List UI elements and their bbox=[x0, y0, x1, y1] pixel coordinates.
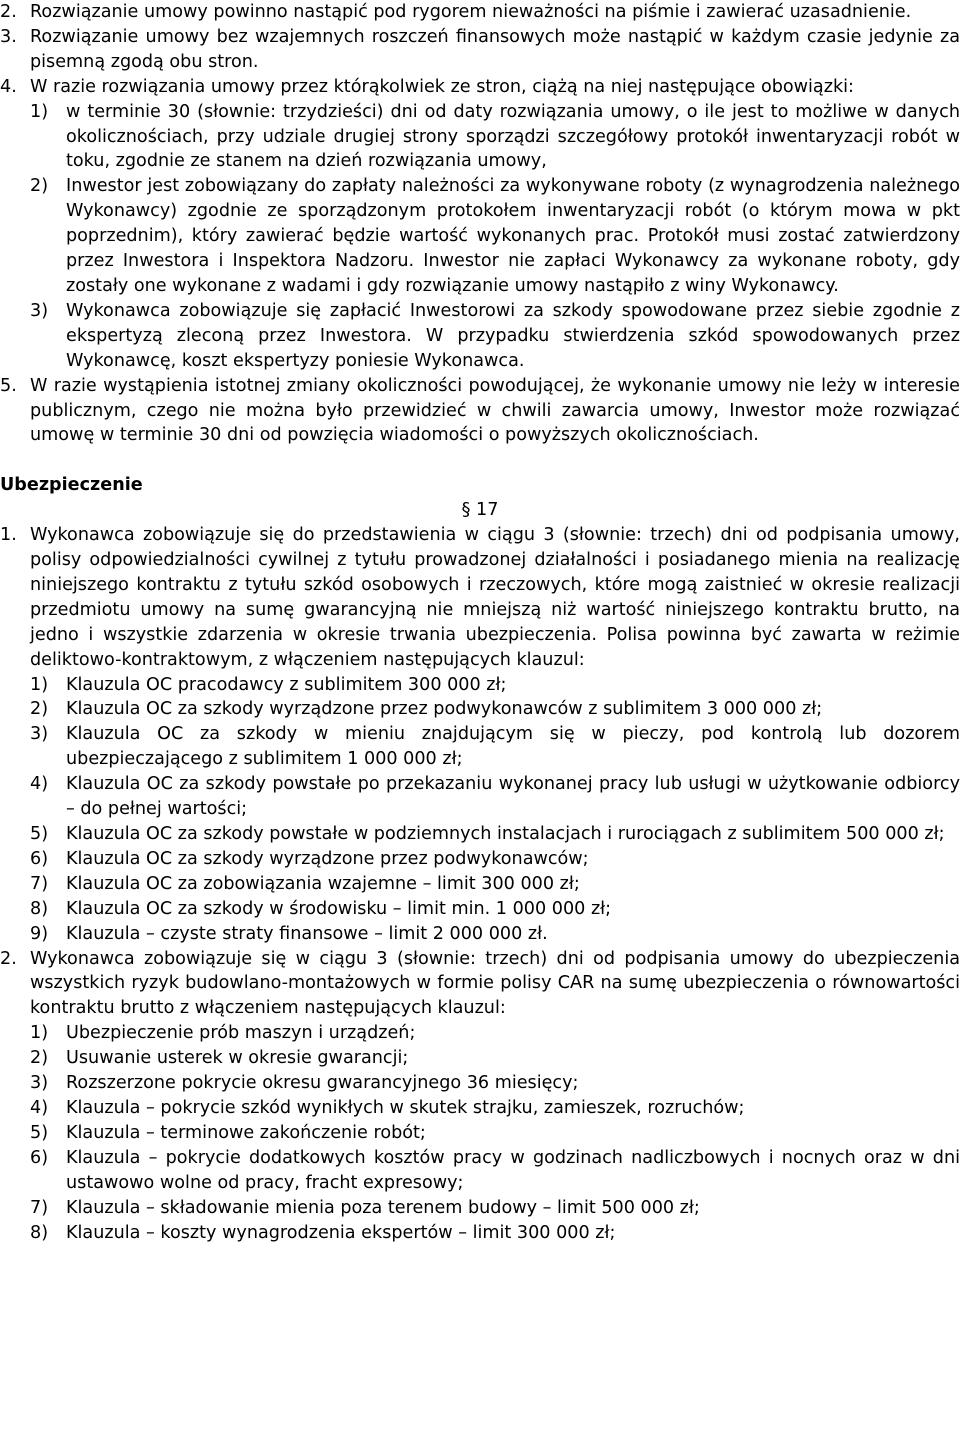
sub-item-number: 7) bbox=[30, 873, 49, 894]
sub-item-text: Klauzula – pokrycie dodatkowych kosztów pracy w godzinach nadliczbowych i nocnych oraz w dni ustawowo wolne od pracy, fracht expresowy; bbox=[66, 1147, 960, 1193]
sub-item-text: Klauzula – czyste straty finansowe – limit 2 000 000 zł. bbox=[66, 923, 548, 944]
sub-item-number: 1) bbox=[30, 1023, 49, 1044]
sub-item-number: 6) bbox=[30, 1147, 49, 1168]
list-item bbox=[0, 523, 960, 672]
sub-item-number: 5) bbox=[30, 824, 49, 844]
item-number: 2. bbox=[0, 948, 17, 969]
sub-list-item bbox=[30, 897, 960, 922]
sub-item-number: 3) bbox=[30, 300, 49, 321]
sub-item-text: Wykonawca zobowiązuje się zapłacić Inwestorowi za szkody spowodowane przez siebie zgodnie z ekspertyzą zleconą przez Inwestora. W przypadku stwierdzenia szkód spowodowanych przez Wykonawcę, koszt ekspertyzy poniesie Wykonawca. bbox=[66, 300, 960, 371]
item-number: 2. bbox=[0, 2, 17, 22]
sub-item-text: Klauzula – terminowe zakończenie robót; bbox=[66, 1122, 426, 1143]
sub-list-item bbox=[30, 872, 960, 897]
sub-list-item bbox=[30, 1196, 960, 1221]
item-text: Rozwiązanie umowy bez wzajemnych roszczeń finansowych może nastąpić w każdym czasie jedynie za pisemną zgodą obu stron. bbox=[30, 26, 960, 72]
sub-item-number: 2) bbox=[30, 699, 49, 720]
list-item bbox=[0, 947, 960, 1022]
sub-item-number: 8) bbox=[30, 1222, 49, 1243]
sub-item-text: Ubezpieczenie prób maszyn i urządzeń; bbox=[66, 1023, 416, 1044]
item-number: 4. bbox=[0, 76, 17, 97]
sub-item-number: 1) bbox=[30, 674, 49, 695]
sub-list-item bbox=[30, 1046, 960, 1071]
sub-item-text: Klauzula – pokrycie szkód wynikłych w skutek strajku, zamieszek, rozruchów; bbox=[66, 1097, 745, 1118]
sub-list-item bbox=[30, 1146, 960, 1196]
sub-item-text: Rozszerzone pokrycie okresu gwarancyjnego 36 miesięcy; bbox=[66, 1073, 579, 1094]
list-item bbox=[0, 75, 960, 100]
sub-list-item bbox=[30, 722, 960, 772]
sub-item-text: Klauzula OC za szkody w środowisku – limit min. 1 000 000 zł; bbox=[66, 898, 612, 919]
sub-item-text: Klauzula OC za zobowiązania wzajemne – limit 300 000 zł; bbox=[66, 873, 580, 894]
sub-item-text: Klauzula OC za szkody wyrządzone przez podwykonawców z sublimitem 3 000 000 zł; bbox=[66, 699, 823, 720]
sub-item-text: Klauzula OC za szkody powstałe po przekazaniu wykonanej pracy lub usługi w użytkowanie odbiorcy – do pełnej wartości; bbox=[66, 774, 960, 820]
sub-list-item bbox=[30, 174, 960, 299]
item-number: 3. bbox=[0, 26, 17, 47]
sub-list-item bbox=[30, 697, 960, 722]
item-text: Wykonawca zobowiązuje się do przedstawienia w ciągu 3 (słownie: trzech) dni od podpisania umowy, polisy odpowiedzialności cywilnej z tytułu prowadzonej działalności i posiadanego mienia na realizację niniejszego kontraktu z tytułu szkód osobowych i rzeczowych, które mogą zaistnieć w okresie realizacji przedmiotu umowy na sumę gwarancyjną nie mniejszą niż wartość niniejszego kontraktu brutto, na jedno i wszystkie zdarzenia w okresie trwania ubezpieczenia. Polisa powinna być zawarta w reżimie deliktowo-kontraktowym, z włączeniem następujących klauzul: bbox=[30, 525, 960, 670]
item-number: 5. bbox=[0, 375, 17, 396]
sub-list bbox=[30, 100, 960, 374]
sub-list-item bbox=[30, 772, 960, 822]
sub-list-item bbox=[30, 922, 960, 947]
sub-item-text: Klauzula OC za szkody wyrządzone przez podwykonawców; bbox=[66, 848, 589, 869]
sub-item-number: 1) bbox=[30, 101, 49, 122]
sub-item-text: Klauzula OC pracodawcy z sublimitem 300 000 zł; bbox=[66, 674, 507, 695]
paragraph-mark: § 17 bbox=[461, 500, 499, 521]
sub-list-item bbox=[30, 847, 960, 872]
list-item bbox=[0, 0, 960, 25]
sub-list bbox=[30, 673, 960, 947]
item-text: Rozwiązanie umowy powinno nastąpić pod rygorem nieważności na piśmie i zawierać uzasadnienie. bbox=[30, 2, 912, 22]
item-text: W razie rozwiązania umowy przez którąkolwiek ze stron, ciążą na niej następujące obowiązki: bbox=[30, 76, 854, 97]
sub-item-number: 3) bbox=[30, 1073, 49, 1094]
sub-list-item bbox=[30, 1071, 960, 1096]
sub-item-number: 6) bbox=[30, 848, 49, 869]
sub-list-item bbox=[30, 100, 960, 175]
item-text: Wykonawca zobowiązuje się w ciągu 3 (słownie: trzech) dni od podpisania umowy do ubezpieczenia wszystkich ryzyk budowlano-montażowych w formie polisy CAR na sumę ubezpieczenia o równowartości kontraktu brutto z włączeniem następujących klauzul: bbox=[30, 948, 960, 1019]
sub-item-number: 3) bbox=[30, 724, 49, 745]
sub-item-number: 4) bbox=[30, 774, 49, 795]
sub-item-number: 4) bbox=[30, 1097, 49, 1118]
list-item bbox=[0, 25, 960, 75]
sub-list-item bbox=[30, 1096, 960, 1121]
sub-list-item bbox=[30, 1221, 960, 1246]
sub-item-text: w terminie 30 (słownie: trzydzieści) dni od daty rozwiązania umowy, o ile jest to możliwe w danych okolicznościach, przy udziale drugiej strony sporządzi szczegółowy protokół inwentaryzacji robót w toku, zgodnie ze stanem na dzień rozwiązania umowy, bbox=[66, 101, 960, 172]
sub-list-item bbox=[30, 822, 960, 847]
sub-item-text: Inwestor jest zobowiązany do zapłaty należności za wykonywane roboty (z wynagrodzenia należnego Wykonawcy) zgodnie ze sporządzonym protokołem inwentaryzacji robót (o którym mowa w pkt poprzednim), który zawierać będzie wartość wykonanych prac. Protokół musi zostać zatwierdzony przez Inwestora i Inspektora Nadzoru. Inwestor nie zapłaci Wykonawcy za wykonane roboty, gdy zostały one wykonane z wadami i gdy rozwiązanie umowy nastąpiło z winy Wykonawcy. bbox=[66, 176, 960, 296]
sub-item-text: Klauzula OC za szkody w mieniu znajdującym się w pieczy, pod kontrolą lub dozorem ubezpieczającego z sublimitem 1 000 000 zł; bbox=[66, 724, 960, 770]
sub-list-item bbox=[30, 673, 960, 698]
sub-item-text: Usuwanie usterek w okresie gwarancji; bbox=[66, 1048, 409, 1069]
sub-item-number: 9) bbox=[30, 923, 49, 944]
item-text: W razie wystąpienia istotnej zmiany okoliczności powodującej, że wykonanie umowy nie leży w interesie publicznym, czego nie można było przewidzieć w chwili zawarcia umowy, Inwestor może rozwiązać umowę w terminie 30 dni od powzięcia wiadomości o powyższych okolicznościach. bbox=[30, 375, 960, 446]
sub-item-number: 2) bbox=[30, 1048, 49, 1069]
sub-item-text: Klauzula – składowanie mienia poza terenem budowy – limit 500 000 zł; bbox=[66, 1197, 700, 1218]
sub-list-item bbox=[30, 1021, 960, 1046]
section-heading: Ubezpieczenie bbox=[0, 475, 143, 496]
sub-list-item bbox=[30, 1121, 960, 1146]
item-number: 1. bbox=[0, 525, 17, 546]
sub-list-item bbox=[30, 299, 960, 374]
sub-item-text: Klauzula – koszty wynagrodzenia ekspertów – limit 300 000 zł; bbox=[66, 1222, 616, 1243]
sub-item-number: 5) bbox=[30, 1122, 49, 1143]
sub-item-text: Klauzula OC za szkody powstałe w podziemnych instalacjach i rurociągach z sublimitem 500 000 zł; bbox=[66, 824, 945, 844]
sub-item-number: 7) bbox=[30, 1197, 49, 1218]
sub-item-number: 8) bbox=[30, 898, 49, 919]
sub-list bbox=[30, 1021, 960, 1245]
list-item bbox=[0, 374, 960, 449]
sub-item-number: 2) bbox=[30, 176, 49, 197]
